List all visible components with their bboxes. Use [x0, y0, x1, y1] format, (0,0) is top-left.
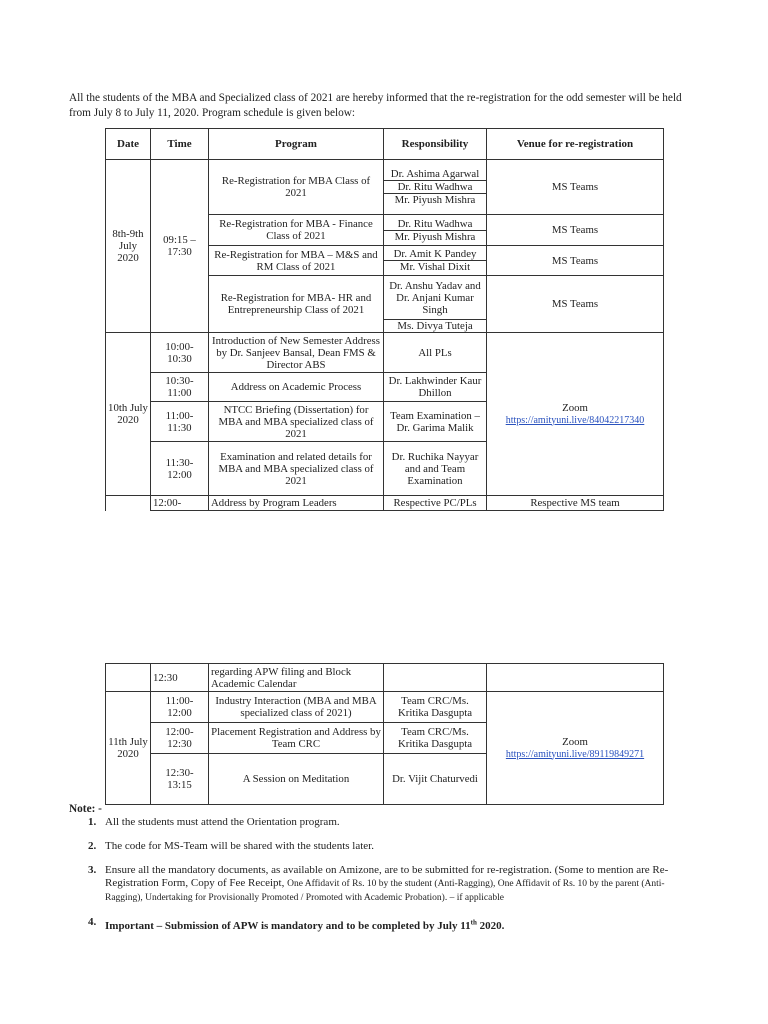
- responsibility-cell-empty: [384, 664, 487, 692]
- venue-label: Zoom: [562, 735, 588, 748]
- program-cell: Examination and related details for MBA and MBA specialized class of 2021: [209, 442, 384, 496]
- responsibility-cell: [384, 276, 487, 333]
- time-cell: 12:00- 12:30: [151, 723, 209, 754]
- table-row: [106, 160, 664, 215]
- note-number: 2.: [88, 840, 97, 852]
- date-cell: 11th July 2020: [106, 692, 151, 805]
- schedule-table-continued: [105, 663, 664, 805]
- venue-cell: MS Teams: [487, 160, 664, 215]
- venue-cell: [487, 333, 664, 496]
- time-cell: 11:30- 12:00: [151, 442, 209, 496]
- program-cell: Introduction of New Semester Address by Dr. Sanjeev Bansal, Dean FMS & Director ABS: [209, 333, 384, 373]
- responsibility-name: Dr. Amit K Pandey: [384, 248, 486, 261]
- note-superscript: th: [470, 918, 477, 926]
- responsibility-cell: Respective PC/PLs: [384, 496, 487, 511]
- responsibility-cell: [384, 215, 487, 246]
- note-number: 4.: [88, 916, 97, 928]
- note-text-important: [105, 920, 504, 932]
- venue-label: Zoom: [562, 401, 588, 414]
- program-cell: Placement Registration and Address by Team CRC: [209, 723, 384, 754]
- responsibility-cell: [384, 246, 487, 276]
- program-cell: Re-Registration for MBA - Finance Class of 2021: [209, 215, 384, 246]
- note-text: Important – Submission of APW is mandatory and to be completed by July 11: [105, 919, 471, 932]
- time-cell: 12:30: [151, 664, 209, 692]
- note-text: All the students must attend the Orientation program.: [105, 816, 340, 828]
- time-cell: 11:00- 12:00: [151, 692, 209, 723]
- venue-cell: MS Teams: [487, 276, 664, 333]
- venue-cell: MS Teams: [487, 215, 664, 246]
- header-date: Date: [106, 129, 151, 160]
- program-cell: Re-Registration for MBA Class of 2021: [209, 160, 384, 215]
- responsibility-name: Mr. Piyush Mishra: [394, 230, 476, 243]
- note-text: The code for MS-Team will be shared with the students later.: [105, 840, 374, 852]
- time-cell: 12:00-: [151, 496, 209, 511]
- time-cell: 09:15 – 17:30: [151, 160, 209, 333]
- program-cell: NTCC Briefing (Dissertation) for MBA and MBA specialized class of 2021: [209, 402, 384, 442]
- header-responsibility: Responsibility: [384, 129, 487, 160]
- note-item: [69, 916, 689, 933]
- responsibility-cell: Team Examination – Dr. Garima Malik: [384, 402, 487, 442]
- responsibility-name: Dr. Ritu Wadhwa: [384, 181, 486, 194]
- intro-paragraph: All the students of the MBA and Specialized class of 2021 are hereby informed that the re-registration for the odd semester will be held from July 8 to July 11, 2020. Program schedule is given below:: [69, 92, 682, 119]
- zoom-link[interactable]: https://amityuni.live/84042217340: [505, 414, 645, 426]
- responsibility-cell: [384, 160, 487, 215]
- note-item: [69, 816, 689, 829]
- program-cell: regarding APW filing and Block Academic Calendar: [209, 664, 384, 692]
- date-cell: 10th July 2020: [106, 333, 151, 496]
- responsibility-cell: Dr. Ruchika Nayyar and and Team Examination: [384, 442, 487, 496]
- responsibility-name: Ms. Divya Tuteja: [397, 319, 473, 332]
- responsibility-cell: Team CRC/Ms. Kritika Dasgupta: [384, 692, 487, 723]
- time-cell: 11:00- 11:30: [151, 402, 209, 442]
- notes-list: [69, 816, 689, 944]
- responsibility-cell: Team CRC/Ms. Kritika Dasgupta: [384, 723, 487, 754]
- responsibility-name: Mr. Vishal Dixit: [399, 261, 471, 273]
- note-item: [69, 864, 689, 905]
- responsibility-cell: Dr. Vijit Chaturvedi: [384, 754, 487, 805]
- responsibility-cell: All PLs: [384, 333, 487, 373]
- table-row: [106, 333, 664, 373]
- program-cell: A Session on Meditation: [209, 754, 384, 805]
- responsibility-name: Dr. Ashima Agarwal: [384, 168, 486, 181]
- header-venue: Venue for re-registration: [487, 129, 664, 160]
- note-text: Ensure all the mandatory documents, as available on Amizone, are to be submitted for re-registration. (Some to mention are Re-Registration Form, Copy of Fee Receipt,: [105, 864, 669, 889]
- schedule-table: [105, 128, 664, 511]
- table-row: [106, 664, 664, 692]
- time-cell: 12:30- 13:15: [151, 754, 209, 805]
- program-cell: Address by Program Leaders: [209, 496, 384, 511]
- responsibility-cell: Dr. Lakhwinder Kaur Dhillon: [384, 373, 487, 402]
- note-number: 3.: [88, 864, 97, 876]
- venue-cell-empty: [487, 664, 664, 692]
- program-cell: Re-Registration for MBA – M&S and RM Class of 2021: [209, 246, 384, 276]
- date-cell-empty: [106, 664, 151, 692]
- header-time: Time: [151, 129, 209, 160]
- table-header-row: [106, 129, 664, 160]
- program-cell: Address on Academic Process: [209, 373, 384, 402]
- responsibility-name: Mr. Piyush Mishra: [394, 194, 476, 206]
- note-text-small: One Affidavit of Rs. 10 by the student (Anti-Ragging), One Affidavit of Rs. 10 by the parent (Anti-Ragging), Undertaking for Provisionally Promoted / Promoted with Academic Probation). – if applicable: [105, 879, 665, 903]
- date-cell: 8th-9th July 2020: [106, 160, 151, 333]
- note-heading: Note: -: [69, 803, 102, 815]
- time-cell: 10:30- 11:00: [151, 373, 209, 402]
- note-item: [69, 840, 689, 853]
- time-cell: 10:00- 10:30: [151, 333, 209, 373]
- note-text-end: 2020.: [476, 919, 505, 932]
- header-program: Program: [209, 129, 384, 160]
- date-cell-empty: [106, 496, 151, 511]
- responsibility-name: Dr. Ritu Wadhwa: [384, 218, 486, 231]
- responsibility-name: Dr. Anshu Yadav and Dr. Anjani Kumar Singh: [384, 277, 486, 320]
- venue-cell: Respective MS team: [487, 496, 664, 511]
- note-number: 1.: [88, 816, 97, 828]
- zoom-link[interactable]: https://amityuni.live/89119849271: [505, 748, 645, 760]
- venue-cell: MS Teams: [487, 246, 664, 276]
- venue-cell: [487, 692, 664, 805]
- program-cell: Re-Registration for MBA- HR and Entrepreneurship Class of 2021: [209, 276, 384, 333]
- program-cell: Industry Interaction (MBA and MBA specialized class of 2021): [209, 692, 384, 723]
- table-row: [106, 692, 664, 723]
- table-row: [106, 496, 664, 511]
